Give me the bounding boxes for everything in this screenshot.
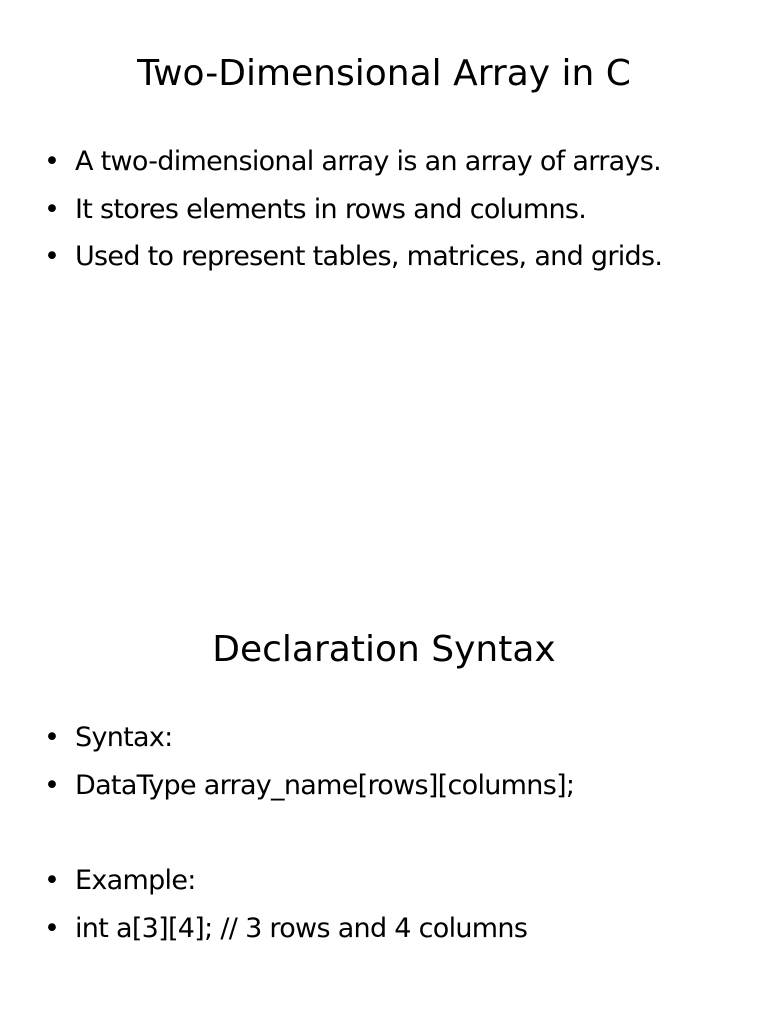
bullet-item (44, 233, 744, 281)
bullet-item (44, 138, 744, 186)
bullet-icon: • (44, 722, 60, 753)
bullet-icon: • (44, 146, 60, 177)
bullet-text: DataType array_name[rows][columns]; (75, 769, 575, 801)
bullet-icon: • (44, 241, 60, 272)
bullet-text: Example: (75, 865, 196, 896)
bullet-text: int a[3][4]; // 3 rows and 4 columns (75, 912, 528, 944)
bullet-item (44, 905, 744, 953)
bullet-icon: • (44, 769, 60, 801)
bullet-item (44, 714, 744, 762)
slide-title: Declaration Syntax (212, 629, 556, 670)
bullet-list (44, 138, 744, 281)
blank-line (44, 809, 744, 857)
bullet-text: Syntax: (75, 722, 173, 753)
bullet-item (44, 762, 744, 810)
bullet-item (44, 186, 744, 234)
bullet-icon: • (44, 912, 60, 944)
bullet-item (44, 857, 744, 905)
bullet-text: It stores elements in rows and columns. (75, 193, 587, 225)
bullet-text: Used to represent tables, matrices, and grids. (75, 241, 663, 272)
bullet-list (44, 714, 744, 952)
bullet-icon: • (44, 865, 60, 896)
slide-title: Two-Dimensional Array in C (137, 53, 631, 94)
bullet-text: A two-dimensional array is an array of arrays. (75, 146, 661, 177)
bullet-icon: • (44, 193, 60, 225)
slide-2 (0, 576, 768, 1024)
